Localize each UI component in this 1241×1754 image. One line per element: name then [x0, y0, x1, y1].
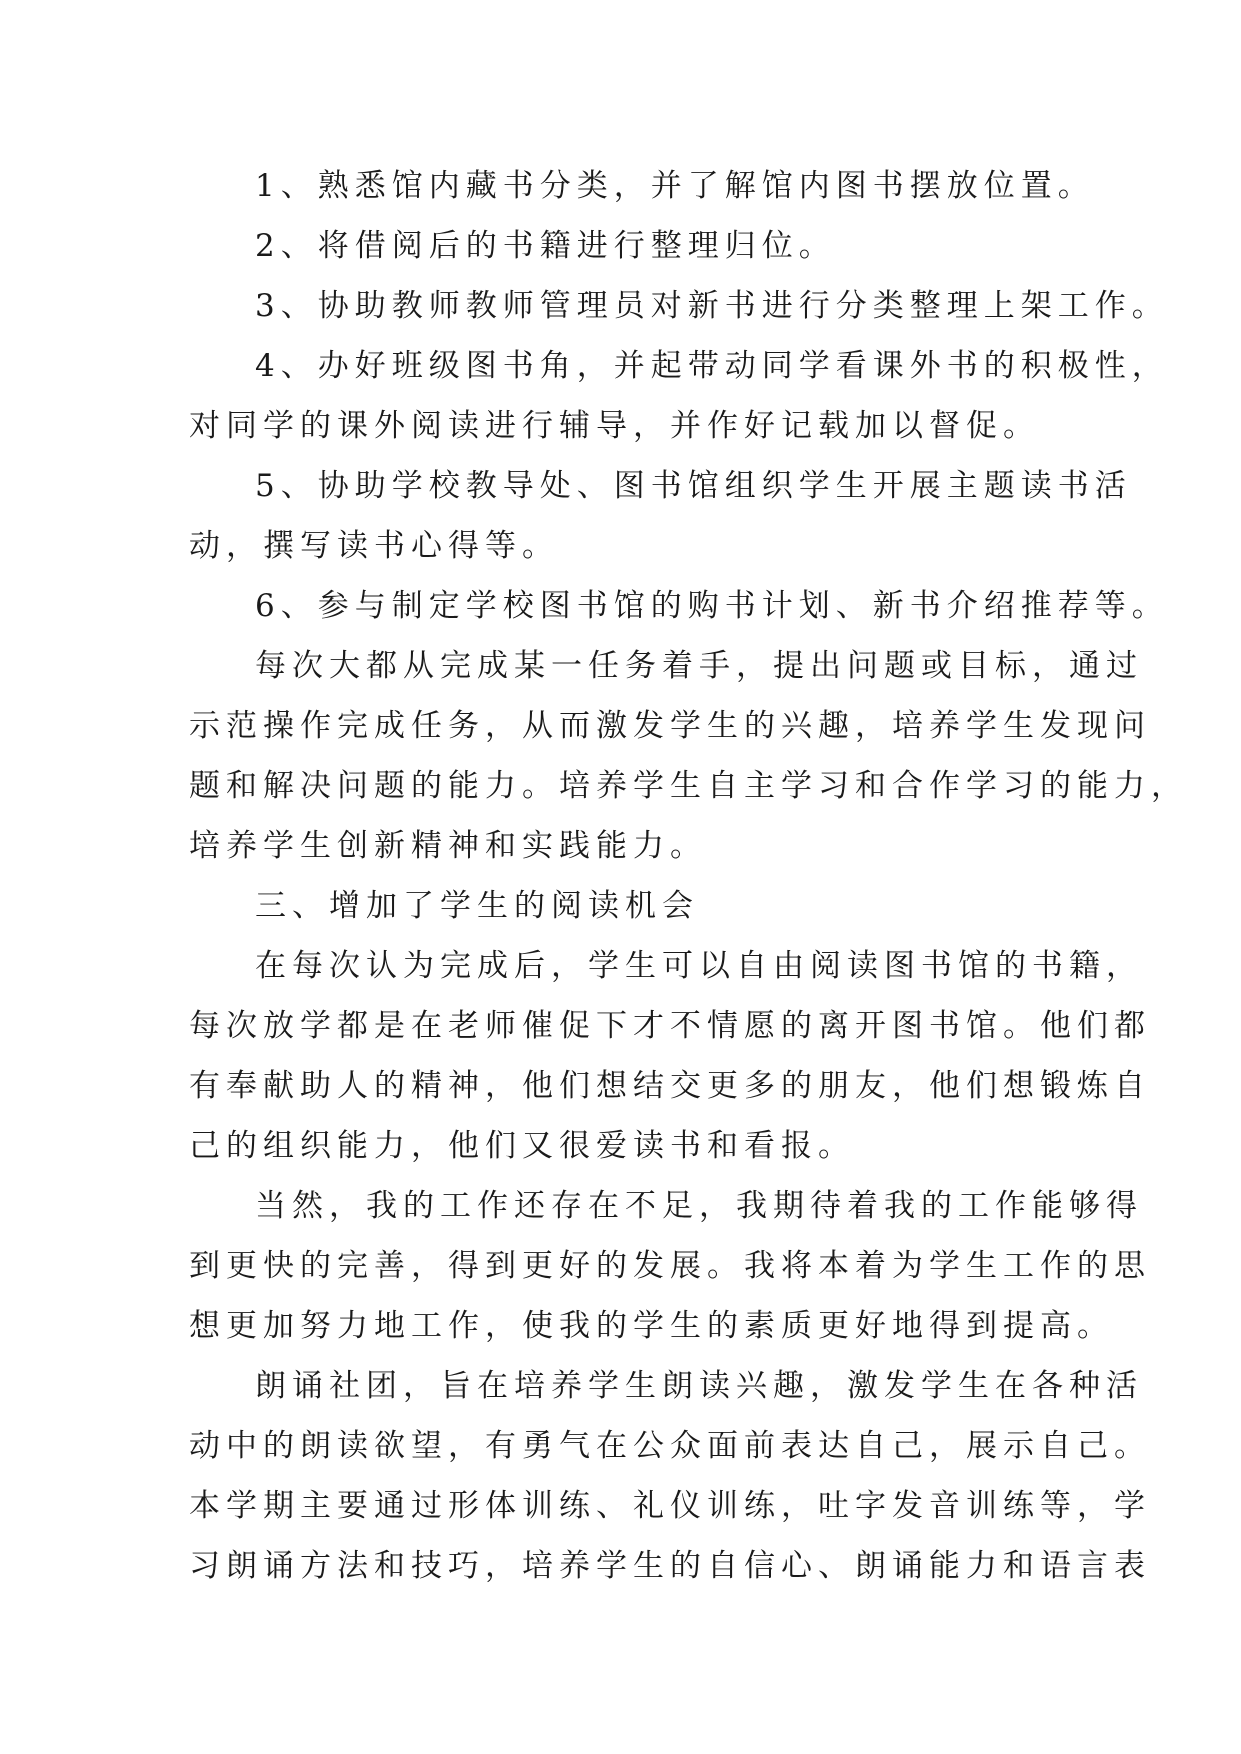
paragraph-line: 朗诵社团，旨在培养学生朗读兴趣，激发学生在各种活	[255, 1368, 1143, 1404]
section-heading: 三、增加了学生的阅读机会	[255, 888, 699, 924]
list-item-4: 4、办好班级图书角，并起带动同学看课外书的积极性，	[255, 348, 1169, 384]
list-item-6: 6、参与制定学校图书馆的购书计划、新书介绍推荐等。	[255, 588, 1169, 624]
paragraph-line: 每次大都从完成某一任务着手，提出问题或目标，通过	[255, 648, 1143, 684]
paragraph-line: 本学期主要通过形体训练、礼仪训练，吐字发音训练等，学	[189, 1488, 1151, 1524]
paragraph-line: 动中的朗读欲望，有勇气在公众面前表达自己，展示自己。	[189, 1428, 1151, 1464]
list-item-2: 2、将借阅后的书籍进行整理归位。	[255, 228, 836, 264]
list-item-4-cont: 对同学的课外阅读进行辅导，并作好记载加以督促。	[189, 408, 1040, 444]
list-item-5: 5、协助学校教导处、图书馆组织学生开展主题读书活	[255, 468, 1132, 504]
list-item-3: 3、协助教师教师管理员对新书进行分类整理上架工作。	[255, 288, 1169, 324]
paragraph-line: 题和解决问题的能力。培养学生自主学习和合作学习的能力，	[189, 768, 1188, 804]
paragraph-line: 习朗诵方法和技巧，培养学生的自信心、朗诵能力和语言表	[189, 1548, 1151, 1584]
list-item-5-cont: 动，撰写读书心得等。	[189, 528, 559, 564]
list-item-1: 1、熟悉馆内藏书分类，并了解馆内图书摆放位置。	[255, 168, 1095, 204]
paragraph-line: 当然，我的工作还存在不足，我期待着我的工作能够得	[255, 1188, 1143, 1224]
paragraph-line: 培养学生创新精神和实践能力。	[189, 828, 707, 864]
paragraph-line: 到更快的完善，得到更好的发展。我将本着为学生工作的思	[189, 1248, 1151, 1284]
paragraph-line: 在每次认为完成后，学生可以自由阅读图书馆的书籍，	[255, 948, 1143, 984]
paragraph-line: 有奉献助人的精神，他们想结交更多的朋友，他们想锻炼自	[189, 1068, 1151, 1104]
paragraph-line: 示范操作完成任务，从而激发学生的兴趣，培养学生发现问	[189, 708, 1151, 744]
paragraph-line: 想更加努力地工作，使我的学生的素质更好地得到提高。	[189, 1308, 1114, 1344]
paragraph-line: 己的组织能力，他们又很爱读书和看报。	[189, 1128, 855, 1164]
paragraph-line: 每次放学都是在老师催促下才不情愿的离开图书馆。他们都	[189, 1008, 1151, 1044]
